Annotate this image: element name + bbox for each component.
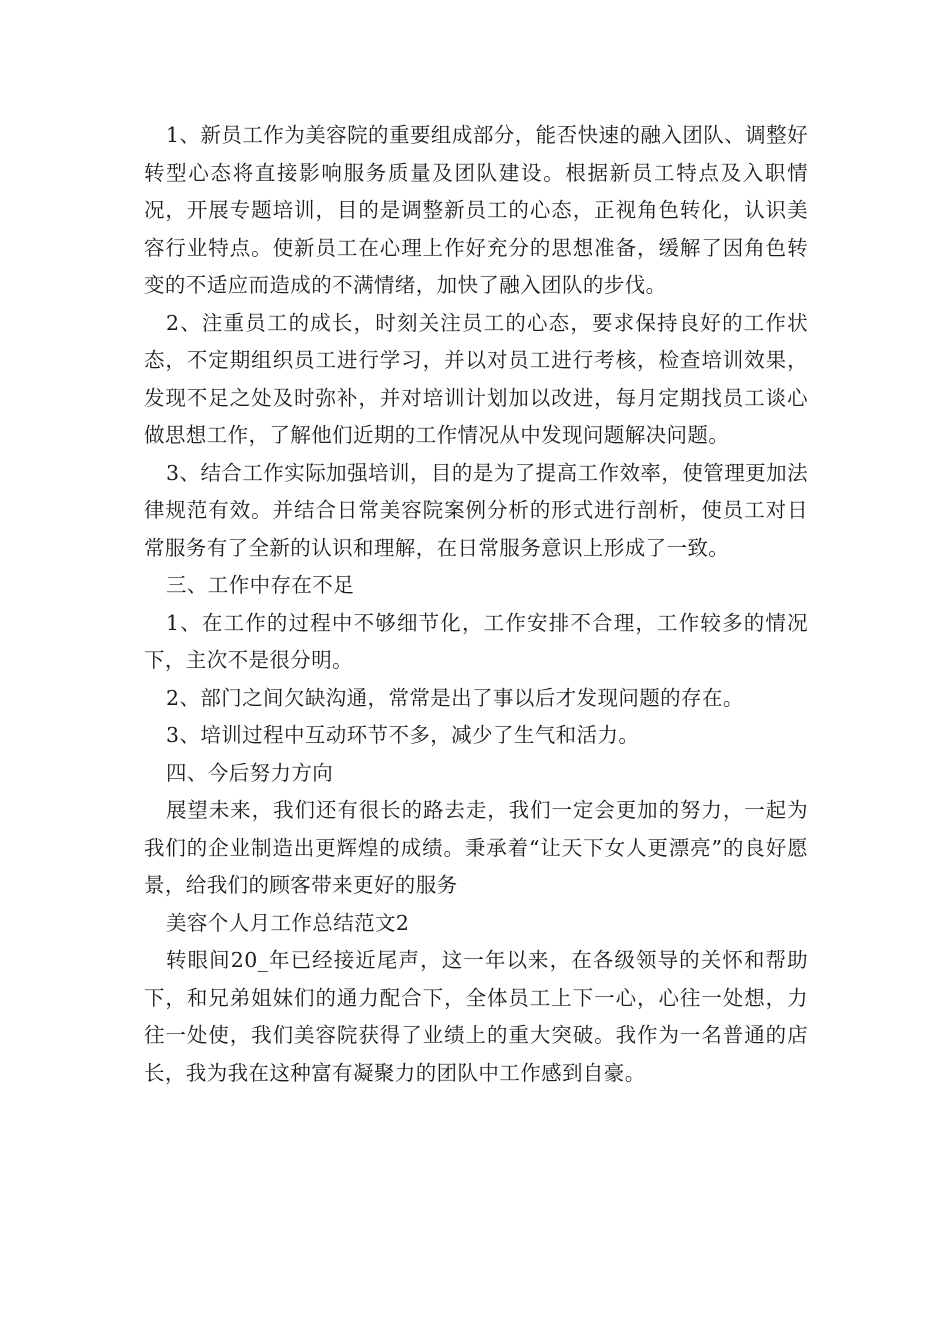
paragraph-shortcoming-1: 1、在工作的过程中不够细节化，工作安排不合理，工作较多的情况下，主次不是很分明。 (144, 610, 808, 672)
paragraph-shortcoming-3: 3、培训过程中互动环节不多，减少了生气和活力。 (166, 723, 640, 747)
article-title-2: 美容个人月工作总结范文2 (166, 910, 410, 935)
paragraph-staff-growth: 2、注重员工的成长，时刻关注员工的心态，要求保持良好的工作状态，不定期组织员工进行学习，并以对员工进行考核，检查培训效果，发现不足之处及时弥补，并对培训计划加以改进，每月定期找员工谈心做思想工作，了解他们近期的工作情况从中发现问题解决问题。 (144, 310, 808, 447)
paragraph-outlook: 展望未来，我们还有很长的路去走，我们一定会更加的努力，一起为我们的企业制造出更辉煌的成绩。秉承着“让天下女人更漂亮”的良好愿景，给我们的顾客带来更好的服务 (144, 798, 808, 897)
paragraph-year-review: 转眼间20_年已经接近尾声，这一年以来，在各级领导的关怀和帮助下，和兄弟姐妹们的通力配合下，全体员工上下一心，心往一处想，力往一处使，我们美容院获得了业绩上的重大突破。我作为一名普通的店长，我为我在这种富有凝聚力的团队中工作感到自豪。 (144, 948, 808, 1085)
paragraph-shortcoming-2: 2、部门之间欠缺沟通，常常是出了事以后才发现问题的存在。 (166, 685, 744, 710)
paragraph-practical-training: 3、结合工作实际加强培训，目的是为了提高工作效率，使管理更加法律规范有效。并结合日常美容院案例分析的形式进行剖析，使员工对日常服务有了全新的认识和理解，在日常服务意识上形成了一致。 (144, 460, 808, 560)
section-heading-shortcomings: 三、工作中存在不足 (166, 573, 355, 597)
section-heading-future-direction: 四、今后努力方向 (166, 760, 334, 785)
document-body (144, 117, 808, 1092)
paragraph-new-staff-training: 1、新员工作为美容院的重要组成部分，能否快速的融入团队、调整好转型心态将直接影响服务质量及团队建设。根据新员工特点及入职情况，开展专题培训，目的是调整新员工的心态，正视角色转化，认识美容行业特点。使新员工在心理上作好充分的思想准备，缓解了因角色转变的不适应而造成的不满情绪，加快了融入团队的步伐。 (144, 123, 808, 297)
